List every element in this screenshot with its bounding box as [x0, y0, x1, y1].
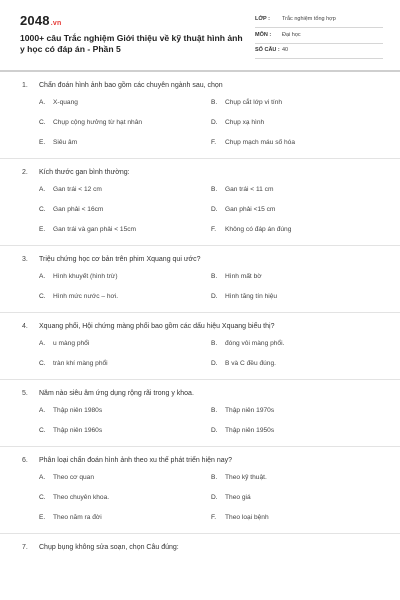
- answer-option[interactable]: [39, 118, 211, 128]
- option-letter: D.: [211, 293, 218, 300]
- option-letter: A.: [39, 474, 46, 481]
- answer-option[interactable]: [211, 473, 383, 483]
- question-number: 2.: [22, 169, 28, 176]
- option-text: Hình khuyết (hình trừ): [53, 273, 118, 280]
- option-text: Theo giá: [225, 494, 251, 501]
- question-label: Năm nào siêu âm ứng dụng rộng rãi trong y khoa.: [39, 390, 194, 397]
- meta-subject-label: MÔN :: [255, 32, 272, 38]
- answer-options: [22, 406, 382, 436]
- option-letter: C.: [39, 293, 46, 300]
- answer-option[interactable]: [39, 339, 211, 349]
- answer-option[interactable]: [39, 513, 211, 523]
- option-letter: D.: [211, 494, 218, 501]
- option-text: u màng phổi: [53, 340, 90, 347]
- logo-main: 2048: [20, 13, 50, 28]
- question-label: Chẩn đoán hình ảnh bao gồm các chuyên ngành sau, chọn: [39, 82, 223, 89]
- option-letter: E.: [39, 226, 46, 233]
- meta-class-row: [255, 13, 383, 28]
- question-number: 7.: [22, 544, 28, 551]
- option-text: Chụp cộng hưởng từ hạt nhân: [53, 119, 143, 126]
- option-text: Thập niên 1950s: [225, 427, 275, 434]
- question-label: Xquang phổi, Hội chứng màng phổi bao gồm các dấu hiệu Xquang biểu thị?: [39, 323, 275, 330]
- option-letter: D.: [211, 206, 218, 213]
- answer-option[interactable]: [39, 138, 211, 148]
- answer-option[interactable]: [39, 359, 211, 369]
- option-letter: E.: [39, 139, 46, 146]
- answer-option[interactable]: [39, 205, 211, 215]
- option-letter: B.: [211, 273, 218, 280]
- option-letter: B.: [211, 340, 218, 347]
- option-letter: F.: [211, 514, 217, 521]
- option-letter: D.: [211, 360, 218, 367]
- option-text: Theo cơ quan: [53, 474, 94, 481]
- option-letter: B.: [211, 474, 218, 481]
- question-number: 5.: [22, 390, 28, 397]
- question-6: [0, 447, 400, 534]
- answer-option[interactable]: [211, 138, 383, 148]
- question-text: [22, 168, 382, 178]
- logo-domain: .vn: [50, 20, 62, 27]
- answer-option[interactable]: [211, 185, 383, 195]
- answer-option[interactable]: [39, 292, 211, 302]
- meta-subject-value: Đại học: [282, 32, 301, 38]
- question-label: Phân loại chẩn đoán hình ảnh theo xu thế phát triển hiện nay?: [39, 457, 233, 464]
- option-letter: C.: [39, 360, 46, 367]
- answer-option[interactable]: [39, 493, 211, 503]
- question-2: [0, 159, 400, 246]
- option-text: Siêu âm: [53, 139, 78, 146]
- answer-options: [22, 185, 382, 235]
- answer-option[interactable]: [211, 98, 383, 108]
- answer-options: [22, 272, 382, 302]
- question-4: [0, 313, 400, 380]
- option-text: Gan trái và gan phải < 15cm: [53, 226, 137, 233]
- question-text: [22, 543, 382, 553]
- answer-option[interactable]: [211, 493, 383, 503]
- option-text: Gan trái < 11 cm: [225, 186, 274, 193]
- answer-option[interactable]: [39, 98, 211, 108]
- question-1: [0, 72, 400, 159]
- option-letter: A.: [39, 273, 46, 280]
- option-letter: B.: [211, 186, 218, 193]
- question-label: Chụp bụng không sửa soạn, chọn Câu đúng:: [39, 544, 179, 551]
- option-letter: C.: [39, 494, 46, 501]
- option-text: Theo năm ra đời: [53, 514, 102, 521]
- answer-option[interactable]: [211, 205, 383, 215]
- option-text: Theo kỹ thuật.: [225, 474, 267, 481]
- answer-option[interactable]: [211, 426, 383, 436]
- answer-option[interactable]: [211, 118, 383, 128]
- meta-count-value: 40: [282, 47, 289, 53]
- meta-count-row: [255, 44, 383, 59]
- document-title: 1000+ câu Trắc nghiệm Giới thiệu về kỹ thuật hình ảnh y học có đáp án - Phần 5: [20, 33, 243, 54]
- question-list: [0, 72, 400, 564]
- option-text: Không có đáp án đúng: [225, 226, 292, 233]
- option-text: Hình tăng tín hiệu: [225, 293, 278, 300]
- meta-class-label: LỚP :: [255, 16, 270, 22]
- site-logo[interactable]: [20, 13, 61, 28]
- option-text: đóng vôi màng phổi.: [225, 340, 285, 347]
- option-letter: A.: [39, 99, 46, 106]
- answer-option[interactable]: [211, 406, 383, 416]
- option-letter: D.: [211, 119, 218, 126]
- question-number: 1.: [22, 82, 28, 89]
- option-letter: C.: [39, 119, 46, 126]
- page-header: [0, 0, 400, 68]
- option-text: Gan phải < 16cm: [53, 206, 104, 213]
- answer-option[interactable]: [211, 513, 383, 523]
- option-letter: B.: [211, 407, 218, 414]
- question-7: [0, 534, 400, 564]
- answer-options: [22, 473, 382, 523]
- question-3: [0, 246, 400, 313]
- meta-count-label: SỐ CÂU :: [255, 47, 280, 53]
- question-text: [22, 322, 382, 332]
- question-label: Kích thước gan bình thường:: [39, 169, 130, 176]
- option-text: X-quang: [53, 99, 78, 106]
- option-letter: B.: [211, 99, 218, 106]
- option-letter: F.: [211, 139, 217, 146]
- answer-option[interactable]: [211, 339, 383, 349]
- option-letter: D.: [211, 427, 218, 434]
- option-letter: C.: [39, 427, 46, 434]
- option-text: Chụp cắt lớp vi tính: [225, 99, 283, 106]
- option-letter: A.: [39, 186, 46, 193]
- answer-option[interactable]: [39, 426, 211, 436]
- answer-option[interactable]: [211, 225, 383, 235]
- option-text: Theo loại bệnh: [225, 514, 269, 521]
- answer-options: [22, 339, 382, 369]
- answer-option[interactable]: [211, 292, 383, 302]
- option-text: Hình mức nước – hơi.: [53, 293, 119, 300]
- option-letter: A.: [39, 340, 46, 347]
- option-text: Gan trái < 12 cm: [53, 186, 102, 193]
- question-number: 6.: [22, 457, 28, 464]
- answer-option[interactable]: [211, 359, 383, 369]
- option-text: Theo chuyên khoa.: [53, 494, 110, 501]
- question-text: [22, 389, 382, 399]
- answer-option[interactable]: [211, 272, 383, 282]
- option-letter: F.: [211, 226, 217, 233]
- option-letter: C.: [39, 206, 46, 213]
- question-number: 4.: [22, 323, 28, 330]
- meta-class-value: Trắc nghiệm tổng hợp: [282, 16, 336, 22]
- question-text: [22, 255, 382, 265]
- question-5: [0, 380, 400, 447]
- option-text: tràn khí màng phổi: [53, 360, 108, 367]
- option-letter: E.: [39, 514, 46, 521]
- option-text: Hình mất bờ: [225, 273, 262, 280]
- meta-subject-row: [255, 29, 383, 44]
- question-text: [22, 456, 382, 466]
- question-label: Triệu chứng học cơ bản trên phim Xquang qui ước?: [39, 256, 201, 263]
- option-text: Thập niên 1970s: [225, 407, 275, 414]
- answer-options: [22, 98, 382, 148]
- option-text: Chụp xạ hình: [225, 119, 265, 126]
- option-text: B và C đều đúng.: [225, 360, 276, 367]
- option-text: Thập niên 1960s: [53, 427, 103, 434]
- question-number: 3.: [22, 256, 28, 263]
- option-letter: A.: [39, 407, 46, 414]
- option-text: Gan phải <15 cm: [225, 206, 276, 213]
- option-text: Chụp mạch máu số hóa: [225, 139, 296, 146]
- answer-option[interactable]: [39, 473, 211, 483]
- answer-option[interactable]: [39, 225, 211, 235]
- answer-option[interactable]: [39, 272, 211, 282]
- question-text: [22, 81, 382, 91]
- answer-option[interactable]: [39, 185, 211, 195]
- answer-option[interactable]: [39, 406, 211, 416]
- option-text: Thập niên 1980s: [53, 407, 103, 414]
